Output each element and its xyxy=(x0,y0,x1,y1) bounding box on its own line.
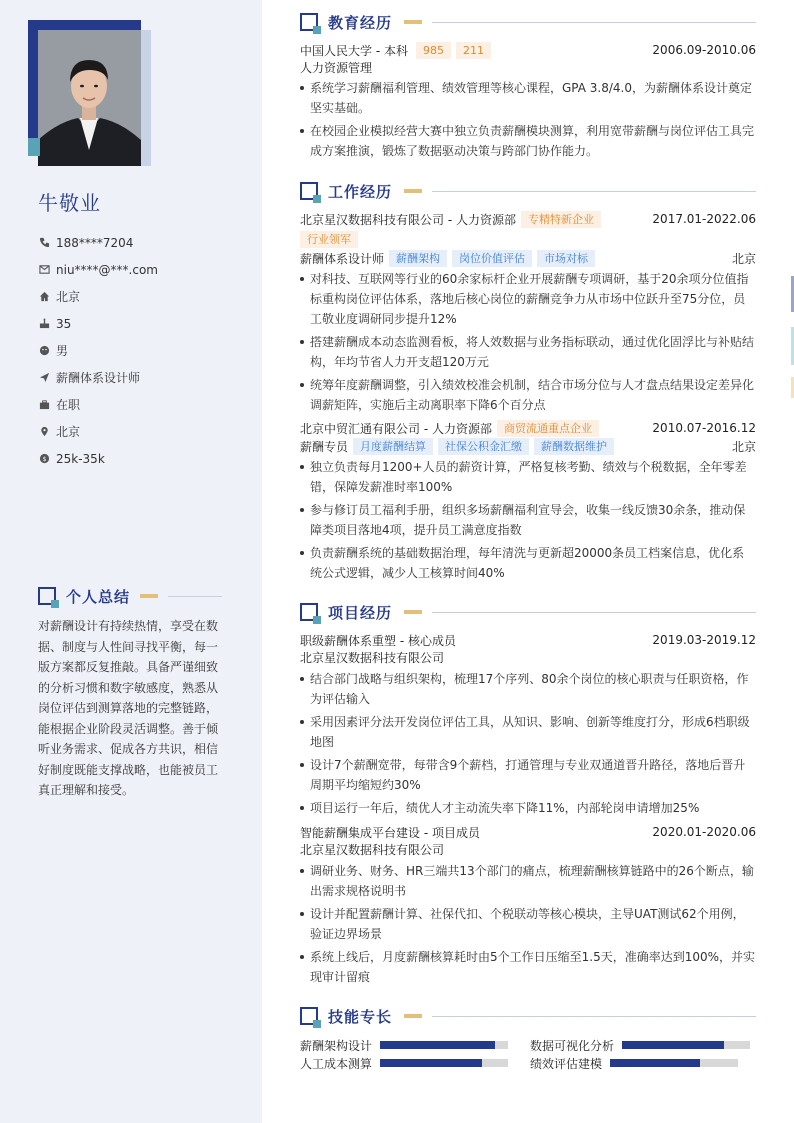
role-tag: 月度薪酬结算 xyxy=(353,438,433,455)
skill-bar xyxy=(380,1041,508,1049)
contact-info-list xyxy=(38,229,158,472)
role-tag: 薪酬数据维护 xyxy=(534,438,614,455)
school-name: 中国人民大学 - 本科 xyxy=(300,43,408,58)
job-bullet: 对科技、互联网等行业的60余家标杆企业开展薪酬专项调研，基于20余项分位值指标重构岗位评估体系，落地后核心岗位的薪酬竞争力从市场中位跃升至75分位，员工敬业度调研同步提升12% xyxy=(300,269,756,329)
location-icon xyxy=(38,426,50,438)
contact-item xyxy=(38,337,158,364)
project-section-header xyxy=(300,602,756,622)
role-tag: 薪酬架构 xyxy=(389,250,447,267)
education-period: 2006.09-2010.06 xyxy=(652,43,756,57)
project-company: 北京星汉数据科技有限公司 xyxy=(300,843,445,857)
section-square-icon xyxy=(300,1007,318,1025)
summary-section-header xyxy=(38,586,222,606)
major: 人力资源管理 xyxy=(300,61,373,75)
skill-bar xyxy=(610,1059,738,1067)
mail-icon xyxy=(38,264,50,276)
contact-item xyxy=(38,229,158,256)
project-bullet: 调研业务、财务、HR三端共13个部门的痛点，梳理薪酬核算链路中的26个断点，输出需求规格说明书 xyxy=(300,861,756,901)
contact-text: 北京 xyxy=(56,425,81,439)
contact-text: 薪酬体系设计师 xyxy=(56,371,141,385)
skills-title: 技能专长 xyxy=(328,1007,393,1026)
section-square-icon xyxy=(300,182,318,200)
contact-text: 188****7204 xyxy=(56,235,134,250)
project-bullet: 设计7个薪酬宽带，每带含9个薪档，打通管理与专业双通道晋升路径，落地后晋升周期平均缩短约30% xyxy=(300,755,756,795)
contact-item xyxy=(38,418,158,445)
job-bullet: 独立负责每月1200+人员的薪资计算，严格复核考勤、绩效与个税数据，全年零差错，保障发薪准时率100% xyxy=(300,457,756,497)
job-bullet: 搭建薪酬成本动态监测看板，将人效数据与业务指标联动，通过优化固浮比与补贴结构，年均节省人力开支超120万元 xyxy=(300,332,756,372)
skill-name: 人工成本测算 xyxy=(300,1056,373,1071)
contact-item xyxy=(38,310,158,337)
contact-item xyxy=(38,283,158,310)
project-period: 2019.03-2019.12 xyxy=(652,633,756,647)
job-role: 薪酬专员 xyxy=(300,439,349,454)
project-name: 职级薪酬体系重塑 - 核心成员 xyxy=(300,633,456,648)
skill-item xyxy=(530,1054,738,1072)
section-square-icon xyxy=(300,13,318,31)
company-tag: 专精特新企业 xyxy=(521,211,601,228)
job-city: 北京 xyxy=(731,251,756,266)
section-square-icon xyxy=(38,587,56,605)
contact-text: 在职 xyxy=(56,398,81,412)
avatar xyxy=(38,30,141,166)
cake-icon xyxy=(38,318,50,330)
summary-title: 个人总结 xyxy=(66,587,131,606)
company-name: 北京星汉数据科技有限公司 - 人力资源部 xyxy=(300,212,516,227)
work-title: 工作经历 xyxy=(328,182,393,201)
skill-item xyxy=(300,1036,508,1054)
person-name: 牛敬业 xyxy=(38,191,101,215)
contact-item xyxy=(38,256,158,283)
send-icon xyxy=(38,372,50,384)
home-icon xyxy=(38,291,50,303)
company-name: 北京中贸汇通有限公司 - 人力资源部 xyxy=(300,421,492,436)
project-entry xyxy=(300,823,756,990)
job-bullet: 负责薪酬系统的基础数据治理，每年清洗与更新超20000条员工档案信息，优化系统公式逻辑，减少人工核算时间40% xyxy=(300,543,756,583)
contact-text: 35 xyxy=(56,316,72,331)
job-period: 2017.01-2022.06 xyxy=(652,212,756,226)
contact-item xyxy=(38,391,158,418)
phone-icon xyxy=(38,237,50,249)
education-bullet: 在校园企业模拟经营大赛中独立负责薪酬模块测算，利用宽带薪酬与岗位评估工具完成方案推演，锻炼了数据驱动决策与跨部门协作能力。 xyxy=(300,121,756,161)
company-tag: 行业领军 xyxy=(300,231,358,248)
school-tag: 985 xyxy=(416,42,451,59)
skill-name: 绩效评估建模 xyxy=(530,1056,603,1071)
skill-bar xyxy=(380,1059,508,1067)
skill-item xyxy=(530,1036,750,1054)
job-bullet: 参与修订员工福利手册，组织多场薪酬福利宣导会，收集一线反馈30余条，推动保障类项目落地4项，提升员工满意度指数 xyxy=(300,500,756,540)
skill-bar xyxy=(622,1041,750,1049)
main-content xyxy=(300,0,758,1123)
contact-item xyxy=(38,364,158,391)
briefcase-icon xyxy=(38,399,50,411)
contact-text: 北京 xyxy=(56,290,81,304)
role-tag: 岗位价值评估 xyxy=(452,250,532,267)
contact-text: 25k-35k xyxy=(56,451,105,466)
photo-frame xyxy=(28,20,152,166)
education-title: 教育经历 xyxy=(328,13,393,32)
education-bullet: 系统学习薪酬福利管理、绩效管理等核心课程，GPA 3.8/4.0，为薪酬体系设计奠定坚实基础。 xyxy=(300,78,756,118)
contact-text: 男 xyxy=(56,344,69,358)
job-role: 薪酬体系设计师 xyxy=(300,251,385,266)
skill-name: 薪酬架构设计 xyxy=(300,1038,373,1053)
salary-icon xyxy=(38,453,50,465)
job-bullet: 统筹年度薪酬调整，引入绩效校准会机制，结合市场分位与人才盘点结果设定差异化调薪矩阵，实施后主动离职率下降6个百分点 xyxy=(300,375,756,415)
summary-text: 对薪酬设计有持续热情，享受在数据、制度与人性间寻找平衡，每一版方案都反复推敲。具备严谨细致的分析习惯和数字敏感度，熟悉从岗位评估到测算落地的完整链路，能根据企业阶段灵活调整。善于倾听业务需求、促成各方共识，相信好制度既能支撑战略，也能被员工真正理解和接受。 xyxy=(38,619,219,797)
contact-text: niu****@***.com xyxy=(56,262,158,277)
skill-level-fill xyxy=(622,1041,724,1049)
contact-item xyxy=(38,445,158,472)
project-bullet: 采用因素评分法开发岗位评估工具，从知识、影响、创新等维度打分，形成6档职级地图 xyxy=(300,712,756,752)
project-company: 北京星汉数据科技有限公司 xyxy=(300,651,445,665)
skill-level-fill xyxy=(380,1059,482,1067)
project-title: 项目经历 xyxy=(328,603,393,622)
job-entry xyxy=(300,419,756,586)
skills-section-header xyxy=(300,1006,756,1026)
job-entry xyxy=(300,210,756,418)
work-section-header xyxy=(300,181,756,201)
section-square-icon xyxy=(300,603,318,621)
skill-level-fill xyxy=(380,1041,495,1049)
school-tag: 211 xyxy=(456,42,491,59)
gender-icon xyxy=(38,345,50,357)
project-bullet: 设计并配置薪酬计算、社保代扣、个税联动等核心模块，主导UAT测试62个用例，验证边界场景 xyxy=(300,904,756,944)
education-entry xyxy=(300,41,756,164)
skill-item xyxy=(300,1054,508,1072)
skill-level-fill xyxy=(610,1059,700,1067)
role-tag: 市场对标 xyxy=(537,250,595,267)
job-city: 北京 xyxy=(731,439,756,454)
role-tag: 社保公积金汇缴 xyxy=(438,438,529,455)
project-entry xyxy=(300,631,756,821)
company-tag: 商贸流通重点企业 xyxy=(497,420,599,437)
job-period: 2010.07-2016.12 xyxy=(652,421,756,435)
education-section-header xyxy=(300,12,756,32)
skill-name: 数据可视化分析 xyxy=(530,1038,615,1053)
project-bullet: 结合部门战略与组织架构，梳理17个序列、80余个岗位的核心职责与任职资格，作为评估输入 xyxy=(300,669,756,709)
svg-text:$: $ xyxy=(41,454,47,463)
project-period: 2020.01-2020.06 xyxy=(652,825,756,839)
project-name: 智能薪酬集成平台建设 - 项目成员 xyxy=(300,825,480,840)
project-bullet: 系统上线后，月度薪酬核算耗时由5个工作日压缩至1.5天，准确率达到100%，并实现审计留痕 xyxy=(300,947,756,987)
sidebar xyxy=(0,0,262,1123)
project-bullet: 项目运行一年后，绩优人才主动流失率下降11%，内部轮岗申请增加25% xyxy=(300,798,756,818)
